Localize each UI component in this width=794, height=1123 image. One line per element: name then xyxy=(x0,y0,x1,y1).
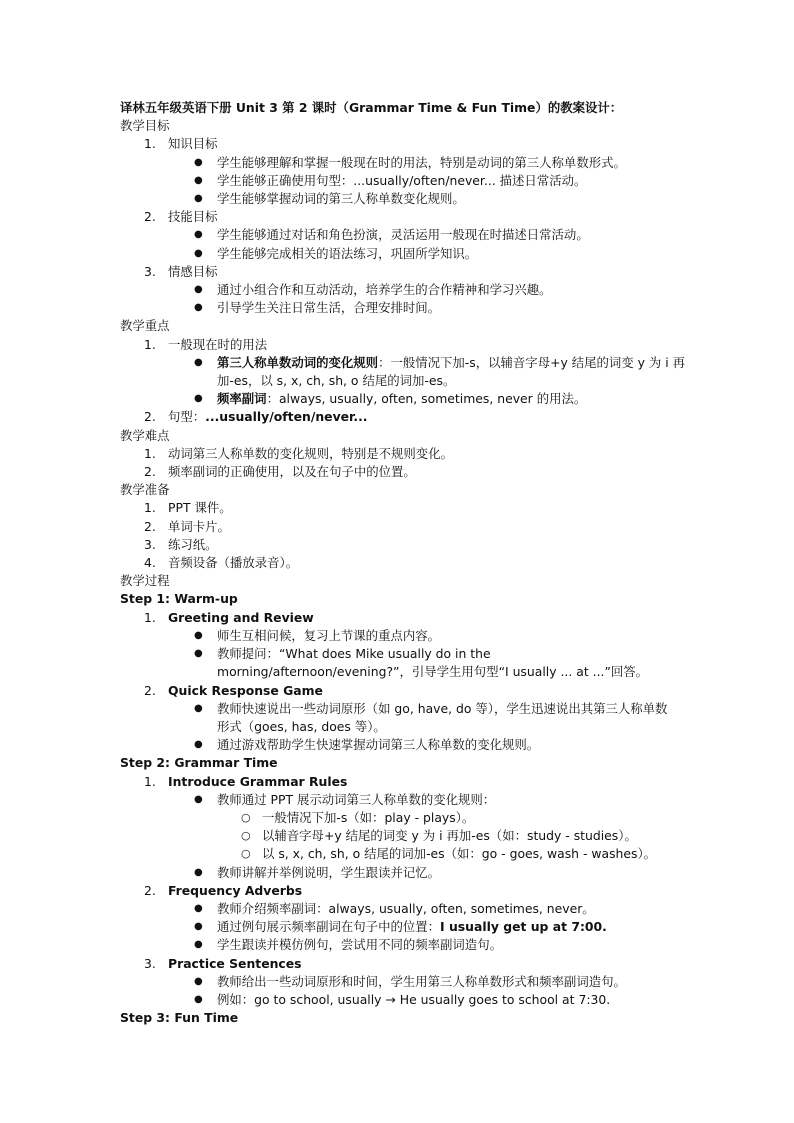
list-item: ● 学生跟读并模仿例句，尝试用不同的频率副词造句。 xyxy=(120,936,690,954)
list-item: ○ 一般情况下加-s（如：play - plays）。 xyxy=(120,809,690,827)
list-number: 2. xyxy=(144,682,156,698)
bullet-icon: ● xyxy=(194,247,203,259)
step3-title: Step 3: Fun Time xyxy=(120,1010,239,1026)
bullet-icon: ● xyxy=(194,975,203,987)
list-number: 2. xyxy=(144,882,156,898)
list-item: ● 学生能够理解和掌握一般现在时的用法，特别是动词的第三人称单数形式。 xyxy=(120,154,690,172)
list-item: ● 引导学生关注日常生活，合理安排时间。 xyxy=(120,299,690,317)
list-number: 1. xyxy=(144,500,156,516)
bullet-icon: ● xyxy=(194,866,203,878)
preparation-heading: 教学准备 xyxy=(120,482,170,498)
circle-bullet-icon: ○ xyxy=(241,847,251,861)
list-item: ● 通过例句展示频率副词在句子中的位置：I usually get up at 7:00. xyxy=(120,918,690,936)
list-number: 2. xyxy=(144,518,156,534)
list-number: 4. xyxy=(144,555,156,571)
bullet-icon: ● xyxy=(194,702,203,714)
list-number: 2. xyxy=(144,209,156,225)
list-item: ● 学生能够完成相关的语法练习，巩固所学知识。 xyxy=(120,245,690,263)
list-number: 1. xyxy=(144,136,156,152)
list-item: 3. 练习纸。 xyxy=(120,536,690,554)
bullet-icon: ● xyxy=(194,284,203,296)
list-item: 2. 单词卡片。 xyxy=(120,518,690,536)
list-item: 4. 音频设备（播放录音）。 xyxy=(120,554,690,572)
list-item: ○ 以 s, x, ch, sh, o 结尾的词加-es（如：go - goes, wash - washes）。 xyxy=(120,845,690,863)
list-number: 2. xyxy=(144,409,156,425)
objectives-heading: 教学目标 xyxy=(120,118,170,134)
circle-bullet-icon: ○ xyxy=(241,810,251,824)
list-number: 3. xyxy=(144,263,156,279)
list-item: ● 教师介绍频率副词：always, usually, often, sometimes, never。 xyxy=(120,900,690,918)
key-point-tense: 1. 一般现在时的用法 xyxy=(120,336,690,354)
list-item: 1. PPT 课件。 xyxy=(120,499,690,517)
objective-label: 知识目标 xyxy=(168,136,218,152)
bullet-icon: ● xyxy=(194,356,203,368)
objective-knowledge xyxy=(120,135,690,153)
bullet-icon: ● xyxy=(194,174,203,186)
bullet-icon: ● xyxy=(194,793,203,805)
list-item: ● 通过小组合作和互动活动，培养学生的合作精神和学习兴趣。 xyxy=(120,281,690,299)
bullet-icon: ● xyxy=(194,193,203,205)
bullet-icon: ● xyxy=(194,648,203,660)
list-item: 2. 频率副词的正确使用，以及在句子中的位置。 xyxy=(120,463,690,481)
step1-title: Step 1: Warm-up xyxy=(120,591,238,607)
list-number: 3. xyxy=(144,955,156,971)
bullet-icon: ● xyxy=(194,739,203,751)
list-number: 3. xyxy=(144,536,156,552)
list-item: ● 教师给出一些动词原形和时间，学生用第三人称单数形式和频率副词造句。 xyxy=(120,973,690,991)
key-points-heading: 教学重点 xyxy=(120,318,170,334)
list-item: 1. 动词第三人称单数的变化规则，特别是不规则变化。 xyxy=(120,445,690,463)
list-item: ● 学生能够正确使用句型：...usually/often/never... 描述日常活动。 xyxy=(120,172,690,190)
lesson-plan-document xyxy=(120,99,690,1027)
bullet-icon: ● xyxy=(194,156,203,168)
bullet-icon: ● xyxy=(194,629,203,641)
bullet-icon: ● xyxy=(194,393,203,405)
bullet-icon: ● xyxy=(194,993,203,1005)
list-item: ● 师生互相问候，复习上节课的重点内容。 xyxy=(120,627,690,645)
list-item: ● 通过游戏帮助学生快速掌握动词第三人称单数的变化规则。 xyxy=(120,736,690,754)
bullet-icon: ● xyxy=(194,939,203,951)
bullet-icon: ● xyxy=(194,302,203,314)
step1-greeting: 1. Greeting and Review xyxy=(120,609,690,627)
bullet-icon: ● xyxy=(194,902,203,914)
document-title: 译林五年级英语下册 Unit 3 第 2 课时（Grammar Time & Fun Time）的教案设计： xyxy=(120,100,623,115)
step2-practice-sentences: 3. Practice Sentences xyxy=(120,955,690,973)
process-heading: 教学过程 xyxy=(120,573,170,589)
list-item: ● 教师快速说出一些动词原形（如 go, have, do 等），学生迅速说出其第三人称单数形式（goes, has, does 等）。 xyxy=(194,700,668,734)
list-item: ● 频率副词：always, usually, often, sometimes, never 的用法。 xyxy=(120,390,690,408)
difficulties-heading: 教学难点 xyxy=(120,427,170,443)
step2-title: Step 2: Grammar Time xyxy=(120,755,278,771)
objective-label: 情感目标 xyxy=(168,263,218,279)
step2-grammar-rules: 1. Introduce Grammar Rules xyxy=(120,773,690,791)
bullet-icon: ● xyxy=(194,229,203,241)
objective-skills xyxy=(120,208,690,226)
step1-quick-response: 2. Quick Response Game xyxy=(120,682,690,700)
list-item: ● 第三人称单数动词的变化规则：一般情况下加-s，以辅音字母+y 结尾的词变 y 为 i 再加-es，以 s, x, ch, sh, o 结尾的词加-es。 xyxy=(194,354,685,389)
circle-bullet-icon: ○ xyxy=(241,829,251,843)
list-item: ● 学生能够通过对话和角色扮演，灵活运用一般现在时描述日常活动。 xyxy=(120,226,690,244)
list-item: ● 教师提问：“What does Mike usually do in the morning/afternoon/evening?”，引导学生用句型“I usually ... at ...”回答。 xyxy=(194,646,649,680)
objective-label: 技能目标 xyxy=(168,209,218,225)
objective-emotion xyxy=(120,263,690,281)
list-number: 1. xyxy=(144,336,156,352)
list-item: ● 学生能够掌握动词的第三人称单数变化规则。 xyxy=(120,190,690,208)
list-item: ● 教师讲解并举例说明，学生跟读并记忆。 xyxy=(120,864,690,882)
list-number: 2. xyxy=(144,464,156,480)
list-number: 1. xyxy=(144,445,156,461)
key-point-pattern: 2. 句型：...usually/often/never... xyxy=(120,408,690,426)
list-item: ● 例如：go to school, usually → He usually goes to school at 7:30. xyxy=(120,991,690,1009)
step2-frequency-adverbs: 2. Frequency Adverbs xyxy=(120,882,690,900)
bullet-icon: ● xyxy=(194,921,203,933)
list-item: ● 教师通过 PPT 展示动词第三人称单数的变化规则： xyxy=(120,791,690,809)
list-number: 1. xyxy=(144,773,156,789)
list-item: ○ 以辅音字母+y 结尾的词变 y 为 i 再加-es（如：study - studies）。 xyxy=(120,827,690,845)
list-number: 1. xyxy=(144,609,156,625)
